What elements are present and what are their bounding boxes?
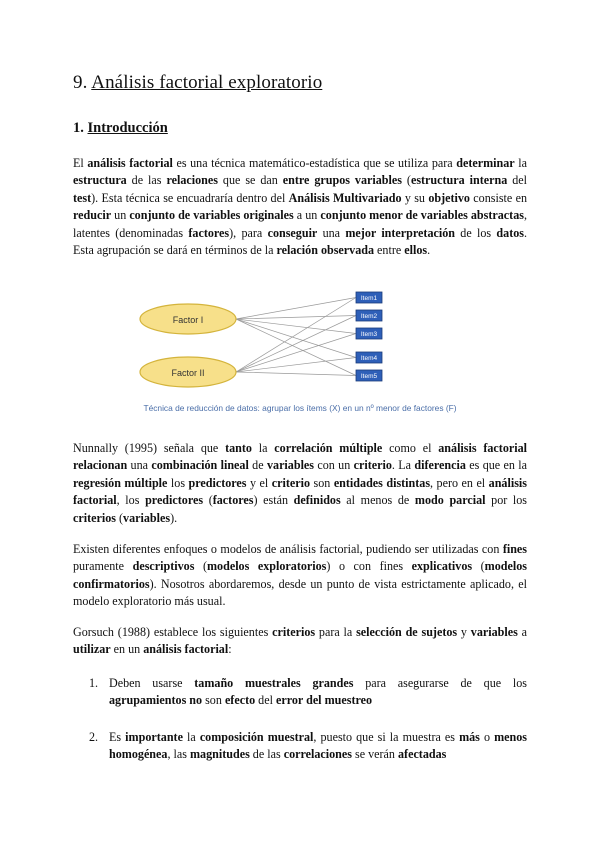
bold-term: modelos exploratorios <box>206 559 327 574</box>
bold-term: importante <box>125 729 183 744</box>
bold-term: conjunto de variables originales <box>129 208 294 223</box>
gorsuch-paragraph: Gorsuch (1988) establece los siguientes criterios para la selección de sujetos y variables a utilizar en un análisis factorial: <box>73 625 528 657</box>
bold-term: correlación múltiple <box>274 441 383 455</box>
bold-term: criterios <box>73 510 116 525</box>
chapter-title: Análisis factorial exploratorio <box>91 72 323 93</box>
bold-term: agrupamientos no <box>109 693 203 708</box>
bold-term: ellos <box>404 243 428 258</box>
bold-term: variables <box>470 625 518 639</box>
factor-item-links <box>236 298 356 376</box>
bold-term: composición muestral <box>199 729 314 744</box>
bold-term: correlaciones <box>283 747 352 762</box>
bold-term: fines <box>502 542 527 556</box>
item-2-label: Item2 <box>360 313 378 321</box>
item-boxes <box>356 292 382 381</box>
bold-term: análisis factorial <box>87 156 173 170</box>
bold-term: mejor interpretación <box>345 225 455 240</box>
criteria-number: 1. <box>89 676 99 690</box>
bold-term: regresión múltiple <box>73 475 168 490</box>
factor-2-item-3-link <box>236 334 356 373</box>
bold-term: criterios <box>272 625 316 639</box>
bold-term: modo parcial <box>414 493 486 508</box>
item-3-label: Item3 <box>360 331 378 339</box>
bold-term: modelos confirmatorios <box>73 559 527 591</box>
bold-term: descriptivos <box>132 559 195 574</box>
bold-term: efecto <box>224 693 256 708</box>
bold-term: entidades distintas <box>333 475 431 490</box>
bold-term: reducir <box>73 208 112 223</box>
bold-term: entre grupos variables <box>282 173 402 188</box>
item-box-4 <box>356 352 382 363</box>
models-paragraph: Existen diferentes enfoques o modelos de análisis factorial, pudiendo ser utilizadas con fines puramente descriptivos (modelos exploratorios) o con fines explicativos (modelos confirmatorios). Nosotros abordaremos, desde un punto de vista estrictamente aplicado, el modelo exploratorio más usual. <box>73 542 527 609</box>
section-heading <box>73 120 168 137</box>
bold-term: análisis factorial <box>143 642 229 657</box>
bold-term: criterio <box>271 475 311 490</box>
criteria-text: Es importante la composición muestral, puesto que si la muestra es más o menos homogénea, las magnitudes de las correlaciones se verán afectadas <box>109 729 527 762</box>
bold-term: error del muestreo <box>275 693 373 708</box>
chapter-number: 9. <box>73 72 88 93</box>
criteria-item-2 <box>73 729 527 764</box>
item-box-2 <box>356 310 382 321</box>
bold-term: datos <box>496 225 524 240</box>
bold-term: relaciones <box>166 173 218 188</box>
chapter-heading <box>73 72 322 94</box>
bold-term: factores <box>212 493 254 508</box>
factor-node-2 <box>140 357 236 387</box>
bold-term: estructura interna <box>410 173 508 188</box>
bold-term: estructura <box>73 173 127 188</box>
bold-term: análisis factorial <box>73 475 527 508</box>
bold-term: relación observada <box>276 243 375 258</box>
intro-paragraph: El análisis factorial es una técnica matemático-estadística que se utiliza para determinar la estructura de las relaciones que se dan entre grupos variables (estructura interna del test). Esta técnica se encuadraría dentro del Análisis Multivariado y su objetivo consiste en reducir un conjunto de variables originales a un conjunto menor de variables abstractas, latentes (denominadas factores), para conseguir una mejor interpretación de los datos. Esta agrupación se dará en términos de la relación observada entre ellos. <box>73 156 528 258</box>
bold-term: combinación lineal <box>151 458 249 473</box>
bold-term: afectadas <box>398 747 447 762</box>
factor-2-label: Factor II <box>171 368 205 378</box>
bold-term: Análisis Multivariado <box>288 190 402 205</box>
bold-term: variables <box>123 510 171 525</box>
factor-1-item-5-link <box>236 319 356 376</box>
section-number: 1. <box>73 120 84 136</box>
criteria-number: 2. <box>89 729 99 744</box>
item-box-1 <box>356 292 382 303</box>
factor-2-item-1-link <box>236 298 356 373</box>
bold-term: menos homogénea <box>109 729 527 762</box>
bold-term: conjunto menor de variables abstractas <box>320 208 524 223</box>
bold-term: predictores <box>188 475 247 490</box>
bold-term: predictores <box>145 493 204 508</box>
criteria-item-1 <box>73 675 527 710</box>
factor-2-item-5-link <box>236 372 356 376</box>
factor-1-item-4-link <box>236 319 356 358</box>
bold-term: tanto <box>225 441 252 455</box>
bold-term: explicativos <box>411 559 473 574</box>
item-box-3 <box>356 328 382 339</box>
bold-term: criterio <box>353 458 392 473</box>
section-title: Introducción <box>87 120 168 136</box>
bold-term: utilizar <box>73 642 111 657</box>
factor-2-item-2-link <box>236 316 356 373</box>
item-1-label: Item1 <box>360 295 378 303</box>
factor-1-label: Factor I <box>172 315 204 325</box>
bold-term: factores <box>188 225 230 240</box>
bold-term: objetivo <box>428 190 470 205</box>
item-box-5 <box>356 370 382 381</box>
bold-term: análisis factorial relacionan <box>73 441 528 473</box>
bold-term: más <box>459 729 480 744</box>
nunnally-paragraph: Nunnally (1995) señala que tanto la correlación múltiple como el análisis factorial relacionan una combinación lineal de variables con un criterio. La diferencia es que en la regresión múltiple los predictores y el criterio son entidades distintas, pero en el análisis factorial, los predictores (factores) están definidos al menos de modo parcial por los criterios (variables). <box>73 441 528 525</box>
factor-1-item-3-link <box>236 319 356 334</box>
bold-term: conseguir <box>267 225 318 240</box>
bold-term: test <box>73 190 92 205</box>
item-5-label: Item5 <box>360 373 378 381</box>
bold-term: definidos <box>293 493 341 508</box>
bold-term: diferencia <box>414 458 466 473</box>
figure-caption: Técnica de reducción de datos: agrupar los ítems (X) en un nº menor de factores (F) <box>143 403 457 413</box>
bold-term: variables <box>266 458 314 473</box>
criteria-text: Deben usarse tamaño muestrales grandes para asegurarse de que los agrupamientos no son efecto del error del muestreo <box>109 676 527 708</box>
item-4-label: Item4 <box>360 355 378 363</box>
bold-term: determinar <box>456 156 515 170</box>
factor-2-item-4-link <box>236 358 356 373</box>
bold-term: magnitudes <box>189 747 250 762</box>
factor-node-1 <box>140 304 236 334</box>
bold-term: tamaño muestrales grandes <box>194 676 354 690</box>
criteria-list <box>73 675 527 764</box>
bold-term: selección de sujetos <box>356 625 458 639</box>
